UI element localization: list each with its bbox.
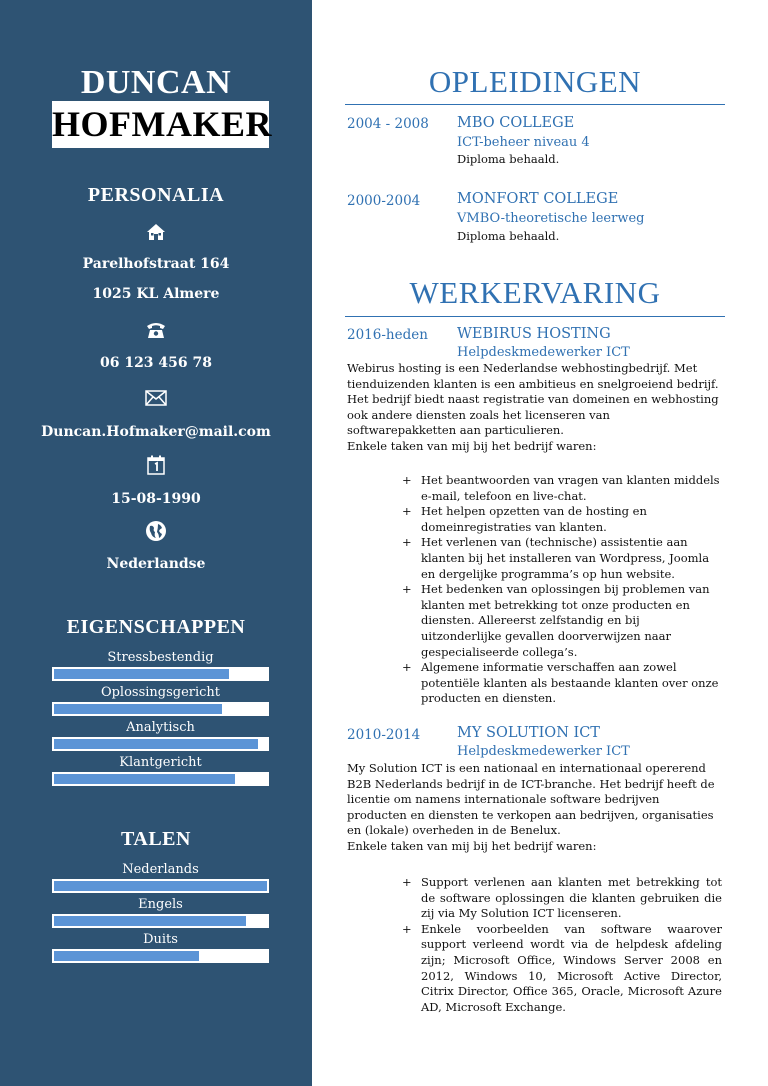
language-bar xyxy=(52,879,269,893)
plus-bullet-icon: + xyxy=(402,504,412,519)
plus-bullet-icon: + xyxy=(402,660,412,675)
plus-bullet-icon: + xyxy=(402,921,412,936)
plus-bullet-icon: + xyxy=(402,473,412,487)
job-description: My Solution ICT is een nationaal en internationaal opererend B2B Nederlands bedrijf in de ICT-branche. Het bedrijf heeft de licentie om namens internationale software bedrijven producten en diensten te verkopen aan bedrijven, organisaties en (lokale) overheden in de Benelux. xyxy=(347,761,715,838)
eigenschappen-heading: EIGENSCHAPPEN xyxy=(66,616,246,638)
last-name: HOFMAKER xyxy=(52,101,269,148)
skill-bar-fill xyxy=(54,774,235,784)
skill-label: Stressbestendig xyxy=(107,650,214,665)
language-bar-fill xyxy=(54,916,246,926)
education-program: VMBO-theoretische leerweg xyxy=(457,211,645,226)
language-bar xyxy=(52,949,269,963)
task-item xyxy=(400,922,722,1016)
task-item xyxy=(400,504,722,535)
email-address: Duncan.Hofmaker@mail.com xyxy=(41,424,271,440)
job-tasks-intro: Enkele taken van mij bij het bedrijf waren: xyxy=(347,839,597,853)
skill-bar-fill xyxy=(54,739,258,749)
nationality: Nederlandse xyxy=(106,556,206,572)
skill-bar-fill xyxy=(54,669,229,679)
plus-bullet-icon: + xyxy=(402,875,412,889)
sidebar xyxy=(0,0,312,1086)
phone-number: 06 123 456 78 xyxy=(99,355,213,371)
education-period: 2000-2004 xyxy=(347,193,421,209)
skill-bar xyxy=(52,667,269,681)
task-item xyxy=(400,875,722,922)
education-school: MBO COLLEGE xyxy=(457,115,575,131)
job-company: MY SOLUTION ICT xyxy=(457,725,600,741)
task-text: Het helpen opzetten van de hosting en domeinregistraties van klanten. xyxy=(421,504,647,534)
envelope-icon xyxy=(144,386,168,410)
job-description: Webirus hosting is een Nederlandse webhostingbedrijf. Met tienduizenden klanten is een ambitieus en snelgroeiend bedrijf. Het bedrijf biedt naast registratie van domeinen en webhosting ook andere diensten zoals het licenseren van softwarepakketten aan particulieren. xyxy=(347,361,719,438)
job-task-list xyxy=(400,875,722,1015)
skill-bar xyxy=(52,772,269,786)
job-company: WEBIRUS HOSTING xyxy=(457,326,611,342)
language-label: Duits xyxy=(143,932,178,947)
plus-bullet-icon: + xyxy=(402,582,412,597)
skill-bar-fill xyxy=(54,704,222,714)
education-note: Diploma behaald. xyxy=(457,152,560,166)
task-text: Het verlenen van (technische) assistentie aan klanten bij het installeren van Wordpress, Joomla en dergelijke programma’s op hun website. xyxy=(421,535,710,581)
task-item xyxy=(400,660,722,707)
job-tasks-intro: Enkele taken van mij bij het bedrijf waren: xyxy=(347,439,597,453)
werkervaring-divider xyxy=(345,316,725,317)
task-item xyxy=(400,473,722,504)
skill-bar xyxy=(52,737,269,751)
calendar-icon xyxy=(144,453,168,477)
education-school: MONFORT COLLEGE xyxy=(457,191,619,207)
task-text: Het bedenken van oplossingen bij problemen van klanten met betrekking tot onze producten en diensten. Allereerst zelfstandig en bij uitzonderlijke gevallen doorverwijzen naar gespecialiseerde collega’s. xyxy=(421,582,710,659)
education-note: Diploma behaald. xyxy=(457,229,560,243)
skill-label: Analytisch xyxy=(126,720,195,735)
language-label: Nederlands xyxy=(122,862,199,877)
talen-heading: TALEN xyxy=(121,828,191,850)
language-label: Engels xyxy=(138,897,183,912)
personalia-heading: PERSONALIA xyxy=(87,184,225,206)
address-line1: Parelhofstraat 164 xyxy=(82,256,230,272)
opleidingen-heading: OPLEIDINGEN xyxy=(428,64,642,99)
language-bar xyxy=(52,914,269,928)
phone-icon xyxy=(144,318,168,342)
task-item xyxy=(400,535,722,582)
task-text: Enkele voorbeelden van software waarover support verleend wordt via de helpdesk afdeling zijn; Microsoft Office, Windows Server 2008 en 2012, Windows 10, Microsoft Active Director, Citrix Director, Office 365, Oracle, Microsoft Azure AD, Microsoft Exchange. xyxy=(421,921,722,1014)
job-period: 2010-2014 xyxy=(347,727,421,743)
task-text: Het beantwoorden van vragen van klanten middels e-mail, telefoon en live-chat. xyxy=(421,473,720,503)
job-task-list xyxy=(400,473,722,707)
plus-bullet-icon: + xyxy=(402,535,412,550)
education-program: ICT-beheer niveau 4 xyxy=(457,135,590,150)
werkervaring-heading: WERKERVARING xyxy=(409,275,661,310)
job-role: Helpdeskmedewerker ICT xyxy=(457,345,630,360)
language-bar-fill xyxy=(54,881,267,891)
birthdate: 15-08-1990 xyxy=(111,491,201,507)
opleidingen-divider xyxy=(345,104,725,105)
address-line2: 1025 KL Almere xyxy=(92,286,220,302)
task-text: Algemene informatie verschaffen aan zowel potentiële klanten als bestaande klanten over onze producten en diensten. xyxy=(421,660,719,706)
skill-label: Oplossingsgericht xyxy=(100,685,221,700)
task-item xyxy=(400,582,722,660)
job-period: 2016-heden xyxy=(347,327,428,343)
task-text: Support verlenen aan klanten met betrekking tot de software oplossingen die klanten gebruiken die zij via My Solution ICT licenseren. xyxy=(421,875,722,921)
first-name: DUNCAN xyxy=(80,64,232,101)
house-icon xyxy=(144,220,168,244)
skill-label: Klantgericht xyxy=(119,755,202,770)
skill-bar xyxy=(52,702,269,716)
language-bar-fill xyxy=(54,951,199,961)
education-period: 2004 - 2008 xyxy=(347,116,429,132)
globe-icon xyxy=(144,519,168,543)
job-role: Helpdeskmedewerker ICT xyxy=(457,744,630,759)
